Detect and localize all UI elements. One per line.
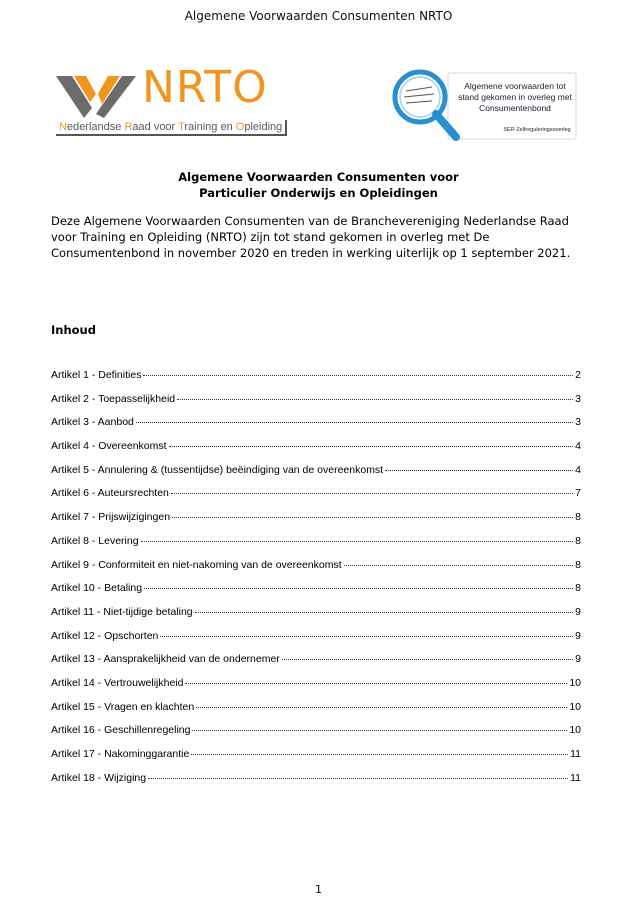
document-title [0,169,637,201]
consumentenbond-seal [390,67,580,145]
document-title-line-1: Algemene Voorwaarden Consumenten voor [178,170,459,184]
table-of-contents [51,369,581,795]
toc-entry[interactable] [51,464,581,488]
toc-entry-title[interactable]: Artikel 1 - Definities [51,369,142,381]
tagline-capital: N [59,121,67,133]
toc-entry[interactable] [51,393,581,417]
toc-dot-leader [344,565,574,566]
toc-entry[interactable] [51,748,581,772]
toc-dot-leader [141,541,574,542]
toc-dot-leader [191,754,568,755]
intro-paragraph: Deze Algemene Voorwaarden Consumenten van de Branchevereniging Nederlandse Raad voor Training en Opleiding (NRTO) zijn tot stand gekomen in overleg met De Consumentenbond in november 2020 en treden in werking uiterlijk op 1 september 2021. [51,214,571,260]
toc-entry-page: 8 [575,558,581,571]
toc-entry-page: 10 [569,724,581,737]
toc-entry-page: 4 [575,440,581,453]
toc-dot-leader [143,375,573,376]
tagline-text: aad voor [132,121,179,133]
tagline-capital: R [124,121,133,133]
toc-dot-leader [385,470,573,471]
toc-entry[interactable] [51,582,581,606]
toc-entry-title[interactable]: Artikel 16 - Geschillenregeling [51,724,191,737]
toc-dot-leader [148,778,568,779]
toc-entry-page: 8 [575,534,581,547]
toc-entry-page: 10 [569,676,581,689]
toc-entry-title[interactable]: Artikel 15 - Vragen en klachten [51,700,195,713]
toc-entry-page: 3 [575,392,581,405]
toc-entry-title[interactable]: Artikel 4 - Overeenkomst [51,440,167,453]
nrto-chevron-logo-icon [56,70,136,120]
toc-entry-title[interactable]: Artikel 18 - Wijziging [51,771,147,784]
toc-entry-page: 4 [575,463,581,476]
tagline-text: ederlandse [66,121,125,133]
toc-entry[interactable] [51,416,581,440]
toc-heading: Inhoud [51,323,96,337]
toc-entry-page: 10 [569,700,581,713]
toc-entry-page: 11 [570,748,581,760]
running-header: Algemene Voorwaarden Consumenten NRTO [184,9,453,23]
toc-dot-leader [169,446,574,447]
toc-entry-title[interactable]: Artikel 17 - Nakominggarantie [51,748,190,760]
toc-dot-leader [196,707,567,708]
toc-entry-page: 8 [575,511,581,524]
toc-dot-leader [144,588,573,589]
toc-dot-leader [172,517,573,518]
toc-entry-title[interactable]: Artikel 7 - Prijswijzigingen [51,511,171,524]
toc-entry[interactable] [51,535,581,559]
toc-dot-leader [177,399,573,400]
toc-entry[interactable] [51,559,581,583]
toc-entry-page: 9 [575,653,581,666]
toc-entry-page: 9 [575,629,581,642]
toc-entry[interactable] [51,487,581,511]
tagline-text: raining en [184,121,236,133]
document-title-line-2: Particulier Onderwijs en Opleidingen [199,186,438,200]
toc-dot-leader [195,612,574,613]
nrto-logo [56,62,283,138]
toc-entry-title[interactable]: Artikel 12 - Opschorten [51,629,159,642]
toc-dot-leader [185,683,567,684]
toc-dot-leader [282,659,573,660]
seal-title: Algemene voorwaarden tot stand gekomen in overleg met Consumentenbond [458,81,572,113]
toc-entry-page: 9 [575,605,581,618]
toc-entry-page: 2 [575,369,581,381]
toc-entry-title[interactable]: Artikel 14 - Vertrouwelijkheid [51,676,184,689]
toc-entry-page: 8 [575,582,581,595]
toc-entry[interactable] [51,724,581,748]
toc-entry-page: 3 [575,416,581,429]
toc-entry-title[interactable]: Artikel 5 - Annulering & (tussentijdse) beëindiging van de overeenkomst [51,463,384,476]
toc-dot-leader [171,493,573,494]
tagline-capital: T [178,121,185,133]
toc-entry[interactable] [51,630,581,654]
toc-entry-title[interactable]: Artikel 8 - Levering [51,534,139,547]
toc-dot-leader [192,730,567,731]
nrto-tagline [56,120,287,136]
tagline-text: pleiding [244,121,283,133]
toc-entry-page: 7 [575,487,581,500]
toc-entry-title[interactable]: Artikel 2 - Toepasselijkheid [51,392,176,405]
tagline-capital: O [235,121,245,133]
toc-entry-title[interactable]: Artikel 10 - Betaling [51,582,143,595]
toc-entry[interactable] [51,701,581,725]
toc-entry-title[interactable]: Artikel 6 - Auteursrechten [51,487,169,500]
toc-entry-title[interactable]: Artikel 3 - Aanbod [51,416,134,429]
toc-entry[interactable] [51,677,581,701]
toc-entry[interactable] [51,369,581,393]
page-number: 1 [315,883,322,896]
toc-entry[interactable] [51,440,581,464]
toc-entry[interactable] [51,653,581,677]
toc-entry-title[interactable]: Artikel 11 - Niet-tijdige betaling [51,605,193,618]
seal-subtitle: SER Zelfreguleringsoverleg [503,127,571,133]
toc-dot-leader [136,422,573,423]
toc-entry[interactable] [51,606,581,630]
nrto-wordmark: NRTO [142,62,268,113]
toc-entry-title[interactable]: Artikel 13 - Aansprakelijkheid van de ondernemer [51,653,280,666]
toc-entry[interactable] [51,511,581,535]
toc-entry-page: 11 [570,771,581,784]
toc-entry-title[interactable]: Artikel 9 - Conformiteit en niet-nakoming van de overeenkomst [51,558,342,571]
toc-dot-leader [160,636,573,637]
toc-entry[interactable] [51,772,581,796]
